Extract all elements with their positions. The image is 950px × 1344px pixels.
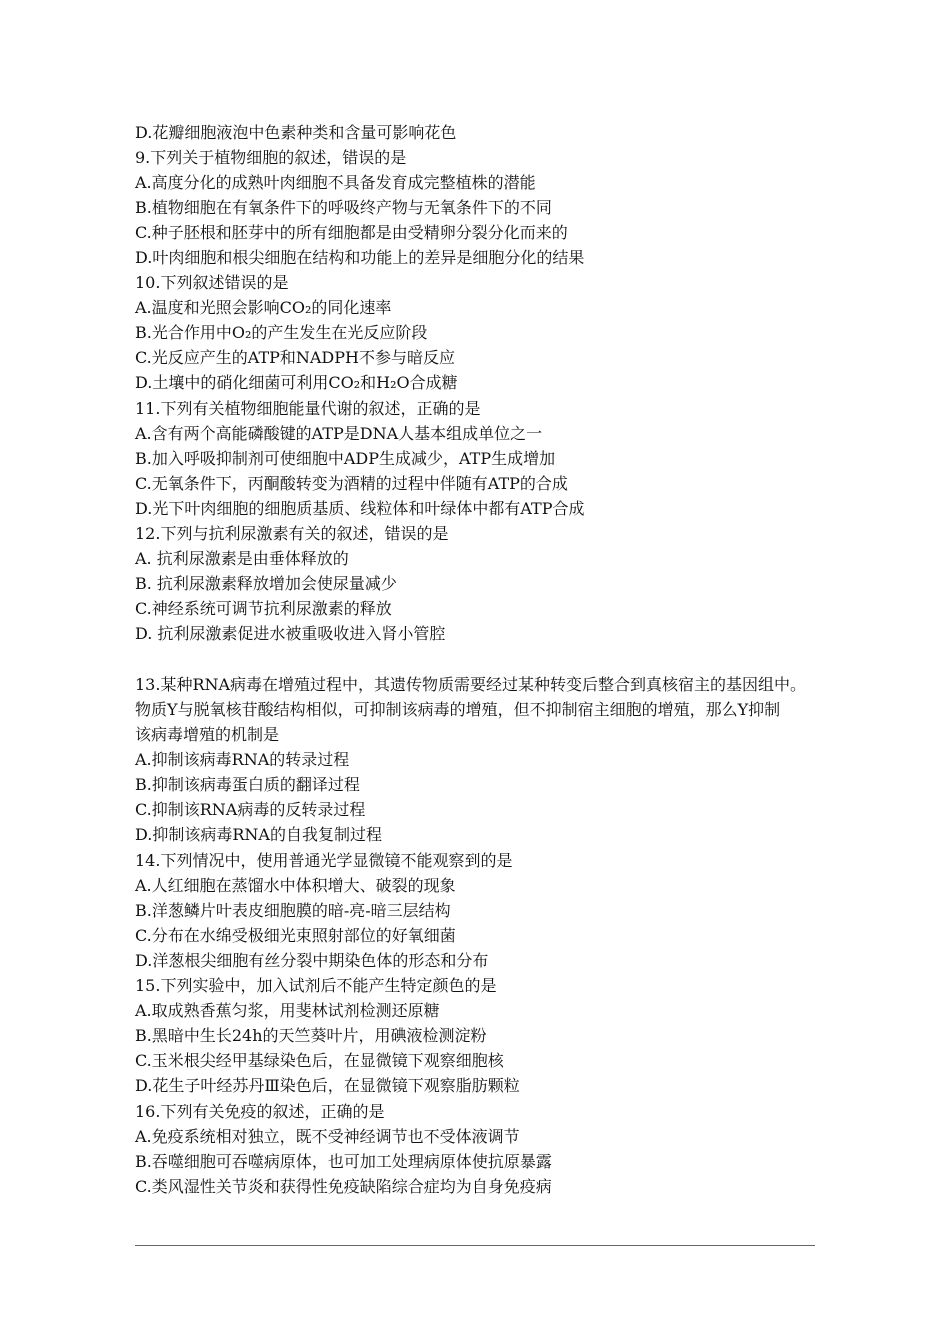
question-10: 10.下列叙述错误的是	[135, 273, 289, 292]
option-line: B. 抗利尿激素释放增加会使尿量减少	[135, 574, 397, 593]
question-11: 11.下列有关植物细胞能量代谢的叙述，正确的是	[135, 399, 481, 418]
option-line: B.吞噬细胞可吞噬病原体，也可加工处理病原体使抗原暴露	[135, 1152, 552, 1171]
option-line: C.类风湿性关节炎和获得性免疫缺陷综合症均为自身免疫病	[135, 1177, 552, 1196]
option-line: A.人红细胞在蒸馏水中体积增大、破裂的现象	[135, 876, 456, 895]
option-line: C.抑制该RNA病毒的反转录过程	[135, 800, 366, 819]
option-line: C.光反应产生的ATP和NADPH不参与暗反应	[135, 348, 455, 367]
option-line: B.光合作用中O₂的产生发生在光反应阶段	[135, 323, 428, 342]
option-line: C.分布在水绵受极细光束照射部位的好氧细菌	[135, 926, 456, 945]
question-12: 12.下列与抗利尿激素有关的叙述，错误的是	[135, 524, 449, 543]
option-line: C.神经系统可调节抗利尿激素的释放	[135, 599, 392, 618]
question-13: 13.某种RNA病毒在增殖过程中，其遗传物质需要经过某种转变后整合到真核宿主的基因组中。	[135, 675, 807, 694]
option-line: D. 抗利尿激素促进水被重吸收进入肾小管腔	[135, 624, 446, 643]
option-line: A. 抗利尿激素是由垂体释放的	[135, 549, 349, 568]
option-line: A.抑制该病毒RNA的转录过程	[135, 750, 350, 769]
option-line: C.无氧条件下，丙酮酸转变为酒精的过程中伴随有ATP的合成	[135, 474, 568, 493]
option-line: C.玉米根尖经甲基绿染色后，在显微镜下观察细胞核	[135, 1051, 504, 1070]
option-line: D.叶肉细胞和根尖细胞在结构和功能上的差异是细胞分化的结果	[135, 248, 585, 267]
option-line: D.洋葱根尖细胞有丝分裂中期染色体的形态和分布	[135, 951, 489, 970]
option-line: B.洋葱鳞片叶表皮细胞膜的暗-亮-暗三层结构	[135, 901, 451, 920]
option-line: C.种子胚根和胚芽中的所有细胞都是由受精卵分裂分化而来的	[135, 223, 568, 242]
option-line: A.免疫系统相对独立，既不受神经调节也不受体液调节	[135, 1127, 520, 1146]
question-15: 15.下列实验中，加入试剂后不能产生特定颜色的是	[135, 976, 497, 995]
question-13-cont: 物质Y与脱氧核苷酸结构相似，可抑制该病毒的增殖，但不抑制宿主细胞的增殖，那么Y抑制	[135, 700, 781, 719]
question-14: 14.下列情况中，使用普通光学显微镜不能观察到的是	[135, 851, 513, 870]
question-13-cont: 该病毒增殖的机制是	[135, 725, 280, 744]
option-line: A.含有两个高能磷酸键的ATP是DNA人基本组成单位之一	[135, 424, 543, 443]
question-16: 16.下列有关免疫的叙述，正确的是	[135, 1102, 385, 1121]
option-line: B.黑暗中生长24h的天竺葵叶片，用碘液检测淀粉	[135, 1026, 487, 1045]
question-9: 9.下列关于植物细胞的叙述，错误的是	[135, 148, 407, 167]
option-line: B.加入呼吸抑制剂可使细胞中ADP生成减少，ATP生成增加	[135, 449, 556, 468]
option-line: D.花生子叶经苏丹Ⅲ染色后，在显微镜下观察脂肪颗粒	[135, 1076, 520, 1095]
option-line: B.抑制该病毒蛋白质的翻译过程	[135, 775, 360, 794]
option-line: D.抑制该病毒RNA的自我复制过程	[135, 825, 382, 844]
option-line: A.取成熟香蕉匀浆，用斐林试剂检测还原糖	[135, 1001, 440, 1020]
option-line: B.植物细胞在有氧条件下的呼吸终产物与无氧条件下的不同	[135, 198, 552, 217]
option-line: D.土壤中的硝化细菌可利用CO₂和H₂O合成糖	[135, 373, 458, 392]
option-line: A.高度分化的成熟叶肉细胞不具备发育成完整植株的潜能	[135, 173, 536, 192]
option-line: D.光下叶肉细胞的细胞质基质、线粒体和叶绿体中都有ATP合成	[135, 499, 585, 518]
option-line: A.温度和光照会影响CO₂的同化速率	[135, 298, 392, 317]
footer-divider	[135, 1245, 815, 1246]
text-line: D.花瓣细胞液泡中色素种类和含量可影响花色	[135, 123, 457, 142]
